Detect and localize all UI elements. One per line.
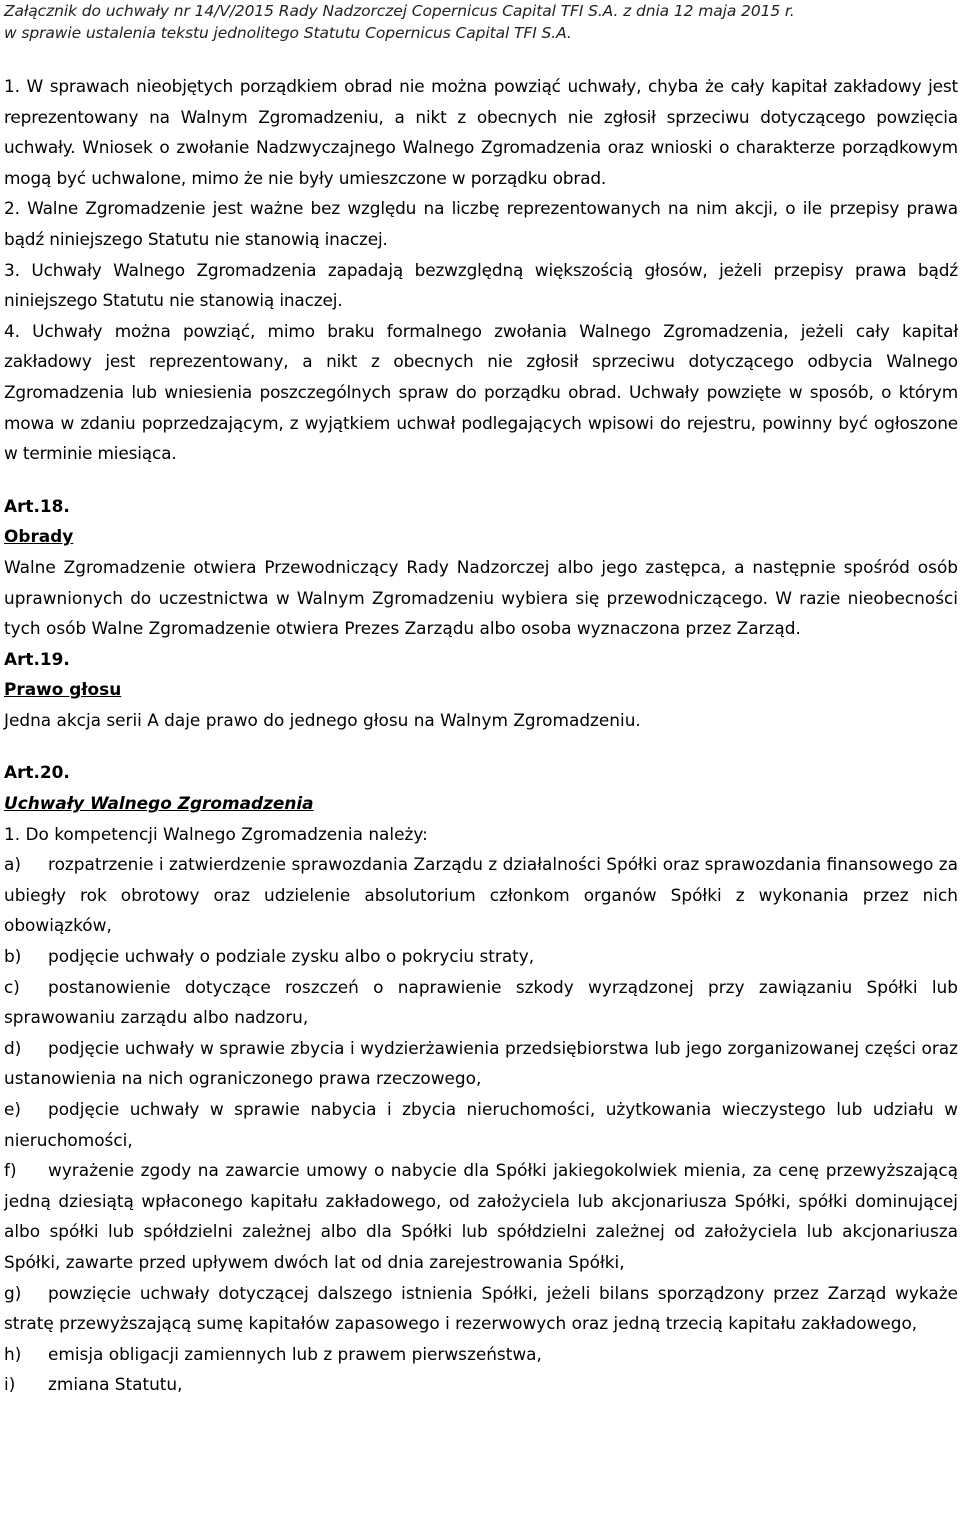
article-18-text: Walne Zgromadzenie otwiera Przewodniczący Rady Nadzorczej albo jego zastępca, a następnie spośród osób uprawnionych do uczestnictwa w Walnym Zgromadzeniu wybiera się przewodniczącego. W razie nieobecności tych osób Walne Zgromadzenie otwiera Prezes Zarządu albo osoba wyznaczona przez Zarząd. xyxy=(4,556,958,639)
list-item-letter: a) xyxy=(4,854,21,875)
article-19-title: Prawo głosu xyxy=(4,679,122,700)
article-19-number: Art.19. xyxy=(4,648,70,669)
list-item-text: rozpatrzenie i zatwierdzenie sprawozdania Zarządu z działalności Spółki oraz sprawozdania finansowego za ubiegły rok obrotowy oraz udzielenie absolutorium członkom organów Spółki z wykonania przez nich obowiązków, xyxy=(4,854,958,936)
list-item-letter: c) xyxy=(4,976,20,997)
article-20-intro: 1. Do kompetencji Walnego Zgromadzenia należy: xyxy=(4,823,428,844)
list-item-letter: f) xyxy=(4,1160,17,1181)
list-item xyxy=(4,1094,958,1155)
spacer xyxy=(4,735,958,757)
article-18-title: Obrady xyxy=(4,526,74,547)
list-item-text: postanowienie dotyczące roszczeń o naprawienie szkody wyrządzonej przy zawiązaniu Spółki lub sprawowaniu zarządu albo nadzoru, xyxy=(4,976,958,1028)
article-18-number: Art.18. xyxy=(4,495,70,516)
article-20-number: Art.20. xyxy=(4,762,70,783)
list-item-letter: i) xyxy=(4,1374,16,1395)
list-item-text: podjęcie uchwały o podziale zysku albo o pokryciu straty, xyxy=(48,946,535,967)
list-item xyxy=(4,1369,958,1400)
spacer xyxy=(4,469,958,491)
list-item xyxy=(4,1278,958,1339)
list-item-text: wyrażenie zgody na zawarcie umowy o nabycie dla Spółki jakiegokolwiek mienia, za cenę przewyższającą jedną dziesiątą wpłaconego kapitału zakładowego, od założyciela lub akcjonariusza Spółki, spółki dominującej albo spółki lub spółdzielni zależnej albo dla Spółki lub spółdzielni zależnej od założyciela lub akcjonariusza Spółki, zawarte przed upływem dwóch lat od dnia zarejestrowania Spółki, xyxy=(4,1160,958,1272)
list-item xyxy=(4,941,958,972)
list-item xyxy=(4,1155,958,1277)
paragraph-3: 3. Uchwały Walnego Zgromadzenia zapadają bezwzględną większością głosów, jeżeli przepisy prawa bądź niniejszego Statutu nie stanowią inaczej. xyxy=(4,259,958,311)
list-item-letter: g) xyxy=(4,1282,22,1303)
paragraph-1: 1. W sprawach nieobjętych porządkiem obrad nie można powziąć uchwały, chyba że cały kapitał zakładowy jest reprezentowany na Walnym Zgromadzeniu, a nikt z obecnych nie zgłosił sprzeciwu dotyczącego powzięcia uchwały. Wniosek o zwołanie Nadzwyczajnego Walnego Zgromadzenia oraz wnioski o charakterze porządkowym mogą być uchwalone, mimo że nie były umieszczone w porządku obrad. xyxy=(4,76,958,188)
list-item-letter: e) xyxy=(4,1099,21,1119)
list-item-text: podjęcie uchwały w sprawie nabycia i zbycia nieruchomości, użytkowania wieczystego lub udziału w nieruchomości, xyxy=(4,1099,958,1150)
list-item-text: powzięcie uchwały dotyczącej dalszego istnienia Spółki, jeżeli bilans sporządzony przez Zarząd wykaże stratę przewyższającą sumę kapitałów zapasowego i rezerwowych oraz jedną trzecią kapitału zakładowego, xyxy=(4,1282,958,1334)
header-line-2: w sprawie ustalenia tekstu jednolitego Statutu Copernicus Capital TFI S.A. xyxy=(4,24,572,42)
document-body xyxy=(4,71,958,1400)
list-item-letter: d) xyxy=(4,1037,22,1058)
list-item-text: zmiana Statutu, xyxy=(48,1374,183,1395)
list-item-text: emisja obligacji zamiennych lub z prawem pierwszeństwa, xyxy=(48,1343,542,1364)
list-item xyxy=(4,1339,958,1370)
paragraph-4: 4. Uchwały można powziąć, mimo braku formalnego zwołania Walnego Zgromadzenia, jeżeli cały kapitał zakładowy jest reprezentowany, a nikt z obecnych nie zgłosił sprzeciwu dotyczącego odbycia Walnego Zgromadzenia lub wniesienia poszczególnych spraw do porządku obrad. Uchwały powzięte w sposób, o którym mowa w zdaniu poprzedzającym, z wyjątkiem uchwał podlegających wpisowi do rejestru, powinny być ogłoszone w terminie miesiąca. xyxy=(4,320,958,464)
list-item xyxy=(4,1033,958,1094)
list-item-text: podjęcie uchwały w sprawie zbycia i wydzierżawienia przedsiębiorstwa lub jego zorganizowanej części oraz ustanowienia na nich ograniczonego prawa rzeczowego, xyxy=(4,1037,958,1089)
list-item-letter: b) xyxy=(4,946,22,967)
list-item xyxy=(4,972,958,1033)
header-line-1: Załącznik do uchwały nr 14/V/2015 Rady Nadzorczej Copernicus Capital TFI S.A. z dnia 12 maja 2015 r. xyxy=(4,2,795,20)
list-item-letter: h) xyxy=(4,1343,22,1364)
document-header xyxy=(4,0,960,44)
list-item xyxy=(4,849,958,941)
article-19-text: Jedna akcja serii A daje prawo do jednego głosu na Walnym Zgromadzeniu. xyxy=(4,709,641,730)
article-20-title: Uchwały Walnego Zgromadzenia xyxy=(4,793,314,814)
numbered-section xyxy=(4,71,958,469)
paragraph-2: 2. Walne Zgromadzenie jest ważne bez względu na liczbę reprezentowanych na nim akcji, o ile przepisy prawa bądź niniejszego Statutu nie stanowią inaczej. xyxy=(4,198,958,249)
competence-list xyxy=(4,849,958,1400)
